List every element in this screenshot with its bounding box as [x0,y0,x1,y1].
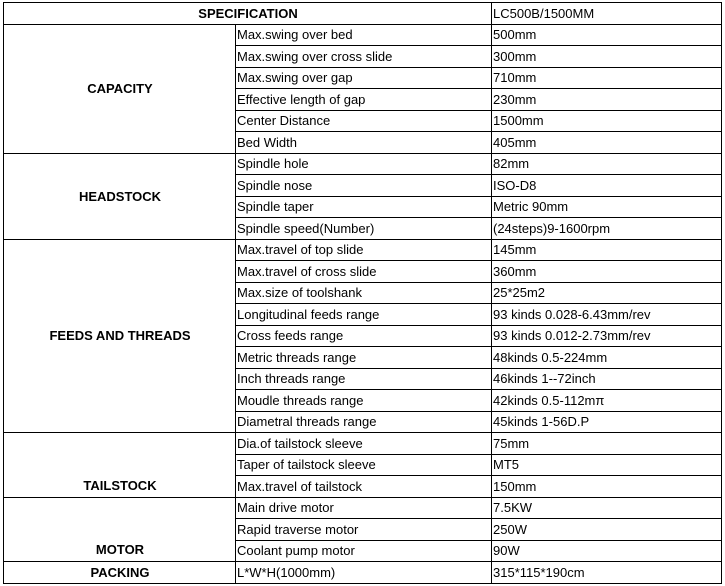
value-cell: (24steps)9-1600rpm [492,218,722,240]
value-cell: 250W [492,519,722,541]
value-cell: 82mm [492,153,722,175]
value-cell: Metric 90mm [492,196,722,218]
param-cell: Longitudinal feeds range [236,304,492,326]
param-cell: Coolant pump motor [236,540,492,562]
value-cell: MT5 [492,454,722,476]
param-cell: L*W*H(1000mm) [236,562,492,584]
param-cell: Spindle taper [236,196,492,218]
table-row [4,24,722,46]
table-row [4,153,722,175]
value-cell: 315*115*190cm [492,562,722,584]
param-cell: Spindle nose [236,175,492,197]
param-cell: Rapid traverse motor [236,519,492,541]
param-cell: Diametral threads range [236,411,492,433]
value-cell: 145mm [492,239,722,261]
param-cell: Main drive motor [236,497,492,519]
value-cell: 46kinds 1--72inch [492,368,722,390]
header-label: SPECIFICATION [4,3,492,25]
param-cell: Inch threads range [236,368,492,390]
param-cell: Max.travel of top slide [236,239,492,261]
value-cell: 1500mm [492,110,722,132]
category-packing: PACKING [4,562,236,584]
param-cell: Center Distance [236,110,492,132]
value-cell: 405mm [492,132,722,154]
table-row [4,239,722,261]
param-cell: Metric threads range [236,347,492,369]
value-cell: 710mm [492,67,722,89]
value-cell: 45kinds 1-56D.P [492,411,722,433]
value-cell: 150mm [492,476,722,498]
category-feeds-and-threads: FEEDS AND THREADS [4,239,236,433]
header-model: LC500B/1500MM [492,3,722,25]
value-cell: 93 kinds 0.028-6.43mm/rev [492,304,722,326]
param-cell: Taper of tailstock sleeve [236,454,492,476]
param-cell: Cross feeds range [236,325,492,347]
category-tailstock: TAILSTOCK [4,433,236,498]
param-cell: Max.swing over cross slide [236,46,492,68]
param-cell: Bed Width [236,132,492,154]
param-cell: Max.size of toolshank [236,282,492,304]
param-cell: Max.travel of cross slide [236,261,492,283]
spec-table [3,2,722,584]
table-row [4,433,722,455]
value-cell: 230mm [492,89,722,111]
param-cell: Max.swing over gap [236,67,492,89]
value-cell: 42kinds 0.5-112mπ [492,390,722,412]
value-cell: 300mm [492,46,722,68]
param-cell: Max.travel of tailstock [236,476,492,498]
value-cell: 360mm [492,261,722,283]
category-capacity: CAPACITY [4,24,236,153]
param-cell: Dia.of tailstock sleeve [236,433,492,455]
header-row [4,3,722,25]
param-cell: Effective length of gap [236,89,492,111]
value-cell: 75mm [492,433,722,455]
value-cell: 25*25m2 [492,282,722,304]
value-cell: ISO-D8 [492,175,722,197]
table-row [4,497,722,519]
value-cell: 48kinds 0.5-224mm [492,347,722,369]
value-cell: 500mm [492,24,722,46]
category-motor: MOTOR [4,497,236,562]
table-row [4,562,722,584]
param-cell: Spindle speed(Number) [236,218,492,240]
param-cell: Max.swing over bed [236,24,492,46]
category-headstock: HEADSTOCK [4,153,236,239]
value-cell: 93 kinds 0.012-2.73mm/rev [492,325,722,347]
value-cell: 7.5KW [492,497,722,519]
param-cell: Spindle hole [236,153,492,175]
value-cell: 90W [492,540,722,562]
param-cell: Moudle threads range [236,390,492,412]
